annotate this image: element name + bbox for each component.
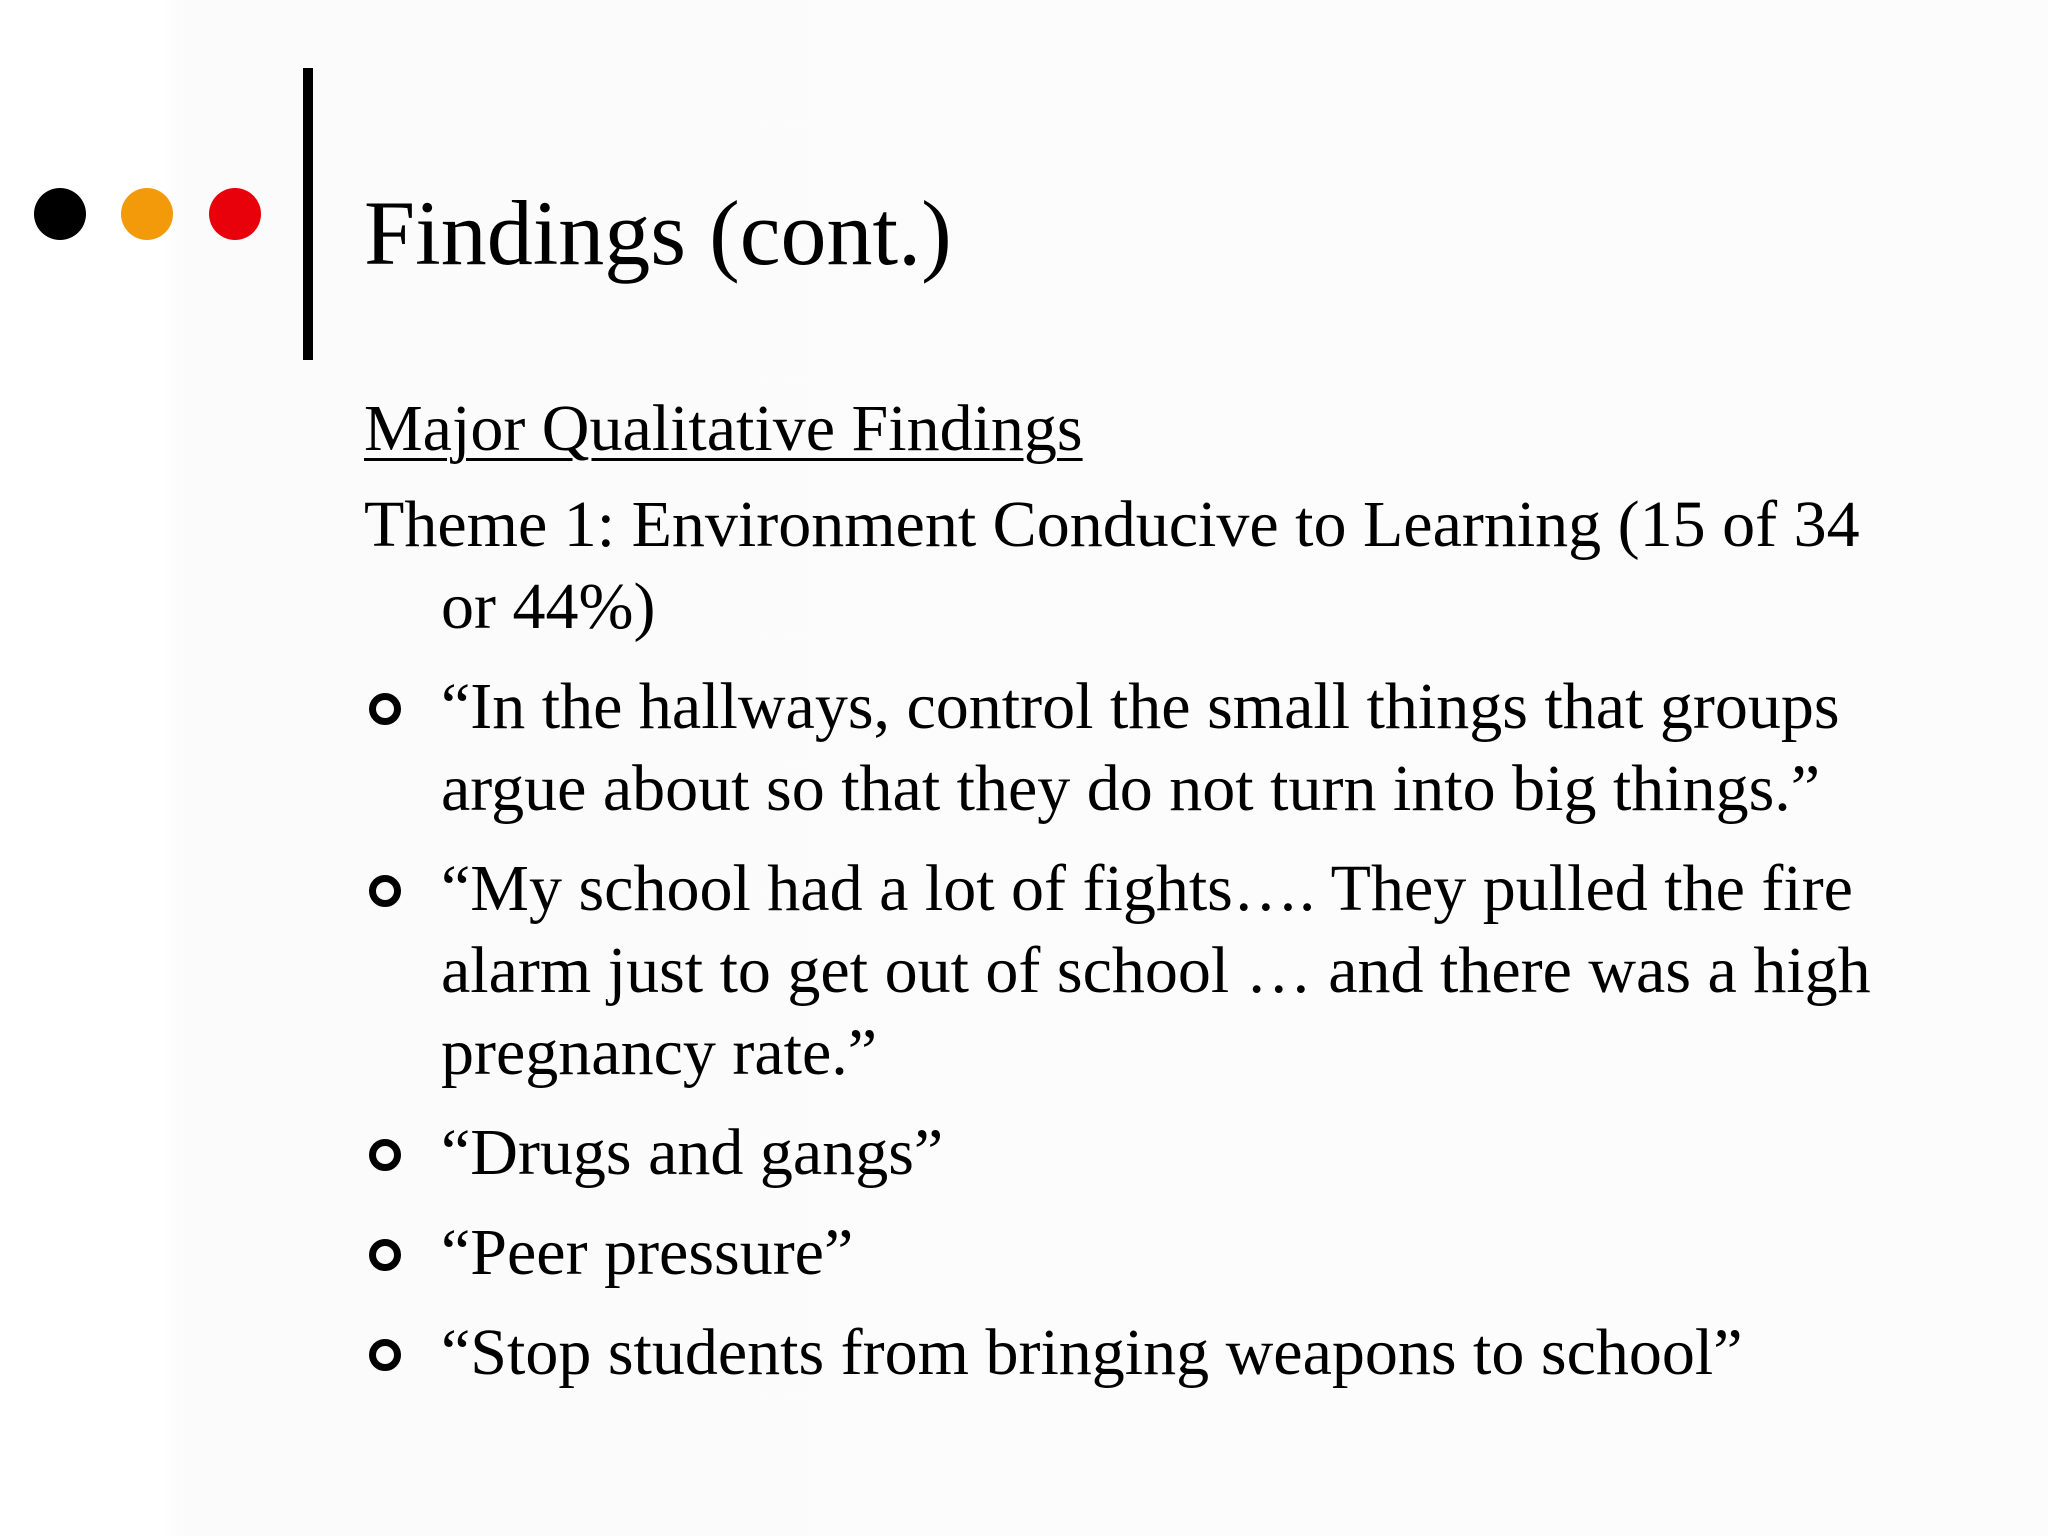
quote-item xyxy=(364,1112,1924,1194)
quote-item xyxy=(364,1312,1924,1394)
slide-body xyxy=(364,388,1924,1412)
quote-text: “Drugs and gangs” xyxy=(441,1116,944,1189)
quote-item xyxy=(364,1212,1924,1294)
quote-text: “In the hallways, control the small things that groups argue about so that they do not turn into big things.” xyxy=(441,670,1840,825)
quote-item xyxy=(364,848,1924,1094)
red-dot-decoration xyxy=(209,188,261,240)
hollow-circle-bullet-icon xyxy=(369,1139,401,1171)
slide-title: Findings (cont.) xyxy=(364,182,952,284)
quote-text: “My school had a lot of fights…. They pulled the fire alarm just to get out of school … and there was a high pregnancy rate.” xyxy=(441,852,1871,1089)
orange-dot-decoration xyxy=(121,188,173,240)
theme-line: Theme 1: Environment Conducive to Learning (15 of 34 or 44%) xyxy=(364,488,1860,643)
vertical-divider xyxy=(303,68,313,360)
quote-text: “Stop students from bringing weapons to school” xyxy=(441,1316,1743,1389)
hollow-circle-bullet-icon xyxy=(369,1239,401,1271)
quote-item xyxy=(364,666,1924,830)
quote-list xyxy=(364,666,1924,1394)
quote-text: “Peer pressure” xyxy=(441,1216,854,1289)
subheading: Major Qualitative Findings xyxy=(364,392,1083,465)
black-dot-decoration xyxy=(34,188,86,240)
hollow-circle-bullet-icon xyxy=(369,875,401,907)
hollow-circle-bullet-icon xyxy=(369,1339,401,1371)
hollow-circle-bullet-icon xyxy=(369,693,401,725)
